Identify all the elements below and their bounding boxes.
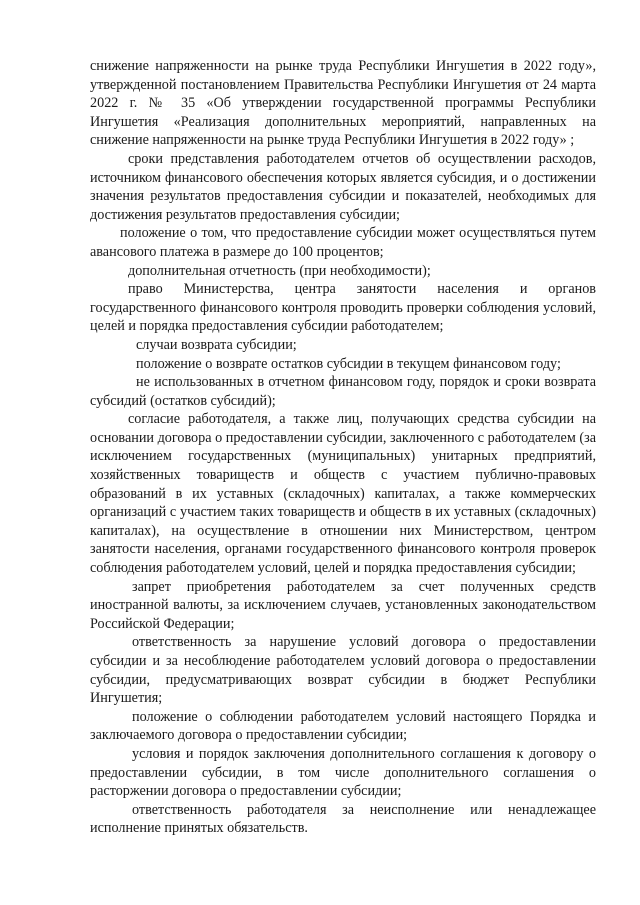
paragraph-8: не использованных в отчетном финансовом году, порядок и сроки возврата субсидий (остатков субсидий); (90, 374, 596, 409)
paragraph-13: условия и порядок заключения дополнительного соглашения к договору о предоставлении субсидии, в том числе дополнительного соглашения о расторжении договора о предоставлении субсидии; (90, 745, 596, 800)
paragraph-4: дополнительная отчетность (при необходимости); (128, 262, 431, 279)
paragraph-6: случаи возврата субсидии; (136, 336, 297, 353)
paragraph-14: ответственность работодателя за неисполнение или ненадлежащее исполнение принятых обязательств. (90, 801, 596, 837)
paragraph-12: положение о соблюдении работодателем условий настоящего Порядка и заключаемого договора о предоставлении субсидии; (90, 708, 596, 744)
paragraph-9: согласие работодателя, а также лиц, получающих средства субсидии на основании договора о предоставлении субсидии, заключенного с работодателем (за исключением государственных (муниципальных) унитарных предприятий, хозяйственных товариществ и обществ с участием публично-правовых образований в их уставных (складочных) капиталах, а также коммерческих организаций с участием таких товариществ и обществ в их уставных (складочных) капиталах), на осуществление в отношении них Министерством, центром занятости населения, органами государственного финансового контроля проверок соблюдения работодателем условий, целей и порядка предоставления субсидии; (90, 411, 596, 577)
paragraph-5: право Министерства, центра занятости населения и органов государственного финансового контроля проводить проверки соблюдения условий, целей и порядка предоставления субсидии работодателем; (90, 281, 596, 335)
paragraph-10: запрет приобретения работодателем за счет полученных средств иностранной валюты, за исключением случаев, установленных законодательством Российской Федерации; (90, 578, 596, 632)
document-page (90, 57, 596, 838)
paragraph-3: положение о том, что предоставление субсидии может осуществляться путем авансового платежа в размере до 100 процентов; (90, 225, 596, 260)
paragraph-2: сроки представления работодателем отчетов об осуществлении расходов, источником финансового обеспечения которых является субсидия, и о достижении значения результатов предоставления субсидии и показателей, необходимых для достижения результатов предоставления субсидии; (90, 150, 596, 223)
paragraph-11: ответственность за нарушение условий договора о предоставлении субсидии и за несоблюдение работодателем условий договора о предоставлении субсидии, предусматривающих возврат субсидии в бюджет Республики Ингушетия; (90, 634, 596, 707)
paragraph-7: положение о возврате остатков субсидии в текущем финансовом году; (136, 355, 561, 372)
paragraph-1: снижение напряженности на рынке труда Республики Ингушетия в 2022 году», утвержденной постановлением Правительства Республики Ингушетия от 24 марта 2022 г. № 35 «Об утверждении государственной программы Республики Ингушетия «Реализация дополнительных мероприятий, направленных на снижение напряженности на рынке труда Республики Ингушетия в 2022 году» ; (90, 58, 596, 149)
